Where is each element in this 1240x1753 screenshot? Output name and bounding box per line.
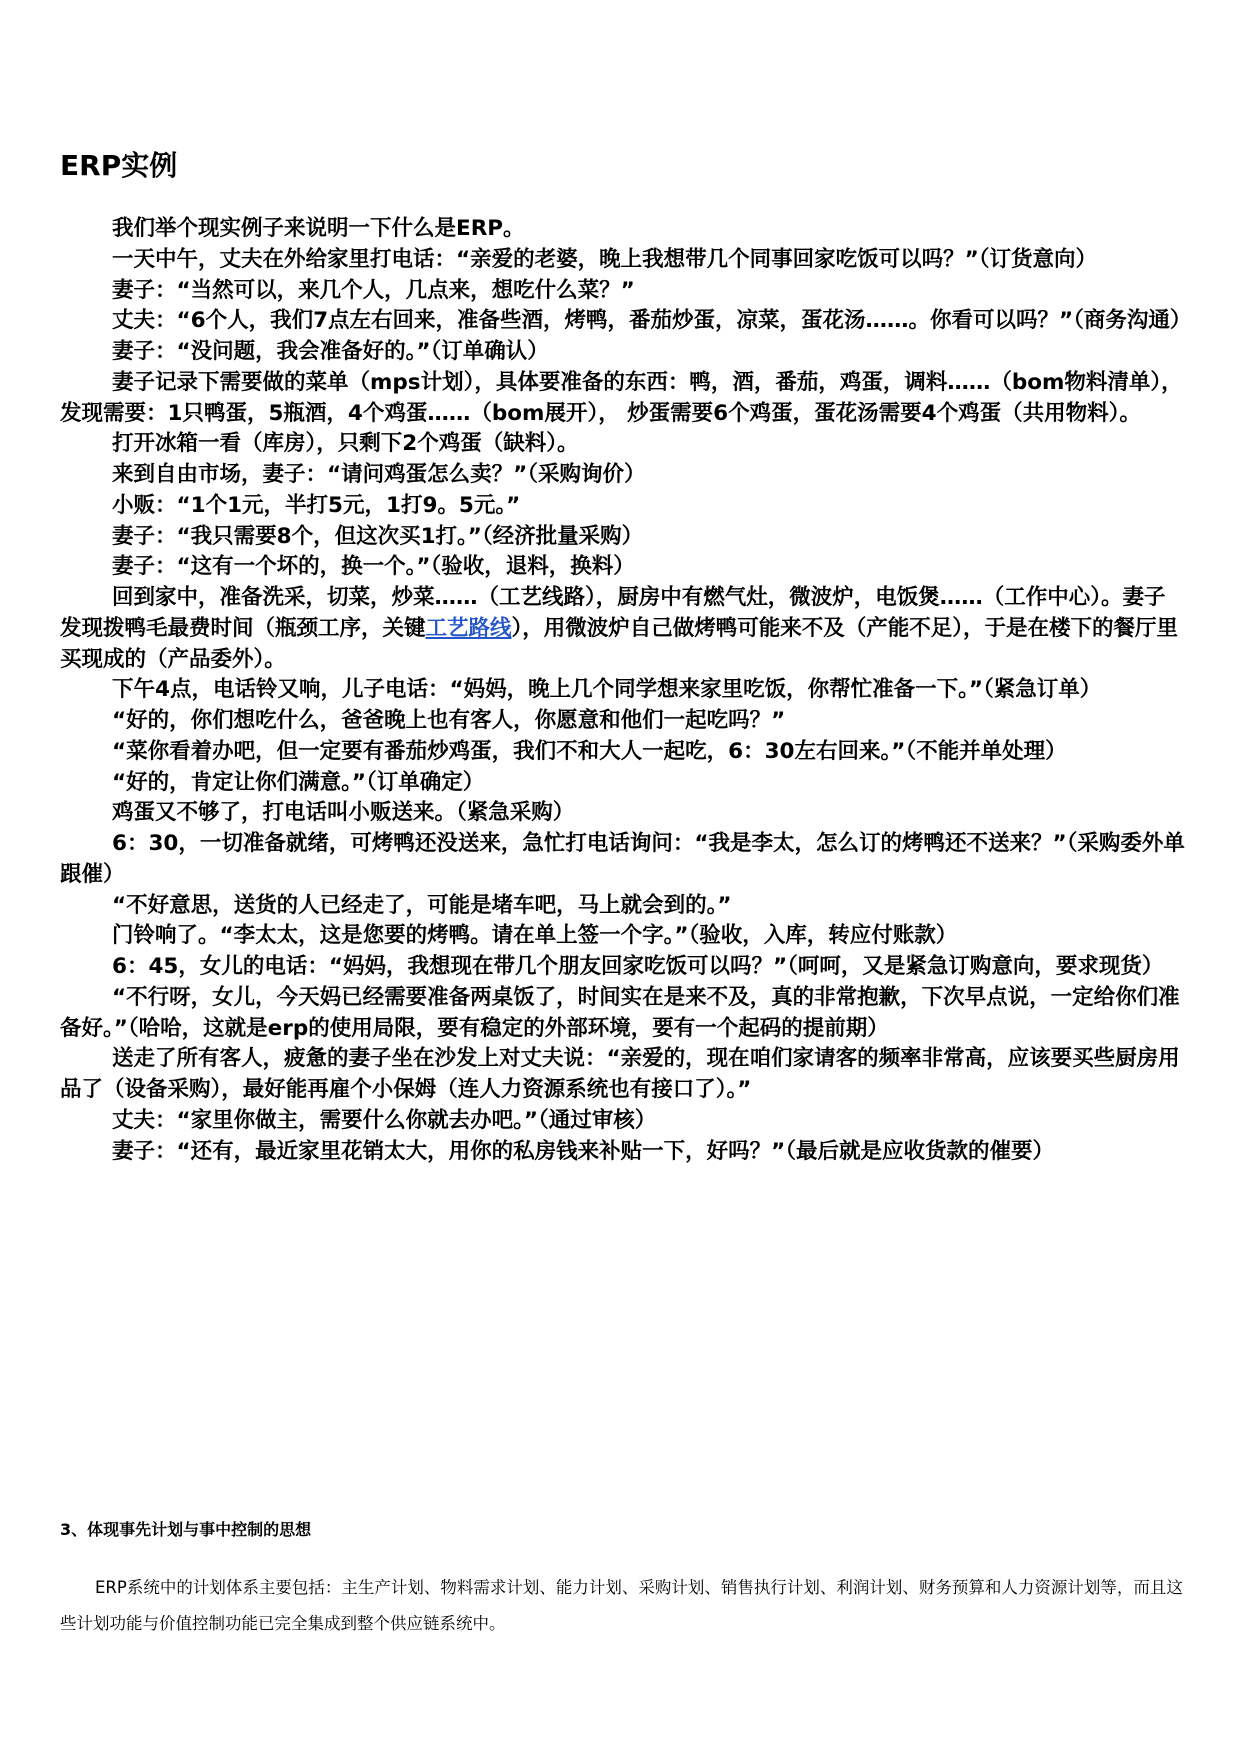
story-paragraph: 鸡蛋又不够了，打电话叫小贩送来。（紧急采购） [112,800,575,826]
section-heading: 3、体现事先计划与事中控制的思想 [60,1520,312,1539]
story-paragraph: 小贩：“1个1元，半打5元，1打9。5元。” [112,492,521,518]
story-paragraph: 我们举个现实例子来说明一下什么是ERP。 [112,216,525,241]
story-paragraph: 丈夫：“6个人，我们7点左右回来，准备些酒，烤鸭，番茄炒蛋，凉菜，蛋花汤……。你看可以吗？”（商务沟通） [112,308,1192,334]
page-title: ERP实例 [60,149,178,182]
process-route-link[interactable]: 工艺路线 [425,615,512,641]
story-paragraph: “不行呀，女儿，今天妈已经需要准备两桌饭了，时间实在是来不及，真的非常抱歉，下次早点说，一定给你们准备好。”（哈哈，这就是erp的使用局限，要有稳定的外部环境，要有一个起码的提前期） [60,984,1180,1041]
story-paragraph: “好的，你们想吃什么，爸爸晚上也有客人，你愿意和他们一起吃吗？” [112,708,786,733]
section-body: ERP系统中的计划体系主要包括：主生产计划、物料需求计划、能力计划、采购计划、销售执行计划、利润计划、财务预算和人力资源计划等，而且这些计划功能与价值控制功能已完全集成到整个供应链系统中。 [60,1578,1183,1633]
story-paragraph: 妻子记录下需要做的菜单（mps计划），具体要准备的东西：鸭，酒，番茄，鸡蛋，调料……（bom物料清单），发现需要：1只鸭蛋，5瓶酒，4个鸡蛋……（bom展开）， 炒蛋需要6个鸡蛋，蛋花汤需要4个鸡蛋（共用物料）。 [60,369,1183,426]
story-paragraph: 6：30，一切准备就绪，可烤鸭还没送来，急忙打电话询问：“我是李太，怎么订的烤鸭还不送来？”（采购委外单跟催） [60,831,1185,887]
story-paragraph: “好的，肯定让你们满意。”（订单确定） [112,769,485,795]
story-paragraph: 下午4点，电话铃又响，儿子电话：“妈妈，晚上几个同学想来家里吃饭，你帮忙准备一下。”（紧急订单） [112,677,1102,703]
story-paragraph: 妻子：“这有一个坏的，换一个。”（验收，退料，换料） [112,554,635,580]
erp-story [60,214,1192,1167]
story-paragraph: 门铃响了。“李太太，这是您要的烤鸭。请在单上签一个字。”（验收，入库，转应付账款） [112,923,958,949]
story-paragraph: 妻子：“我只需要8个，但这次买1打。”（经济批量采购） [112,523,644,549]
story-paragraph: “菜你看着办吧，但一定要有番茄炒鸡蛋，我们不和大人一起吃，6：30左右回来。”（不能并单处理） [112,738,1067,764]
story-paragraph: 打开冰箱一看（库房），只剩下2个鸡蛋（缺料）。 [112,431,579,457]
story-text: ），用微波炉自己做烤鸭可能来不及（产能不足），于是在楼下的餐厅里买现成的（产品委外）。 [60,615,1179,672]
story-paragraph-with-link [60,583,1185,675]
story-paragraph: 6：45，女儿的电话：“妈妈，我想现在带几个朋友回家吃饭可以吗？”（呵呵，又是紧急订购意向，要求现货） [112,954,1164,979]
story-paragraph: 一天中午，丈夫在外给家里打电话：“亲爱的老婆，晚上我想带几个同事回家吃饭可以吗？”（订货意向） [112,246,1098,272]
story-paragraph: 丈夫：“家里你做主，需要什么你就去办吧。”（通过审核） [112,1107,657,1133]
story-paragraph: 妻子：“还有，最近家里花销太大，用你的私房钱来补贴一下，好吗？”（最后就是应收货款的催要） [112,1138,1055,1164]
story-paragraph: 来到自由市场，妻子：“请问鸡蛋怎么卖？”（采购询价） [112,462,646,487]
story-paragraph: “不好意思，送货的人已经走了，可能是堵车吧，马上就会到的。” [112,892,732,918]
story-text: 回到家中，准备洗采，切菜，炒菜……（工艺线路），厨房中有燃气灶，微波炉，电饭煲……（工作中心）。妻子发现拨鸭毛最费时间（瓶颈工序，关键 [60,585,1166,641]
story-paragraph: 妻子：“当然可以，来几个人，几点来，想吃什么菜？” [112,277,635,303]
story-paragraph: 送走了所有客人，疲惫的妻子坐在沙发上对丈夫说：“亲爱的，现在咱们家请客的频率非常高，应该要买些厨房用品了（设备采购），最好能再雇个小保姆（连人力资源系统也有接口了）。” [60,1046,1180,1102]
story-paragraph: 妻子：“没问题，我会准备好的。”（订单确认） [112,339,549,364]
